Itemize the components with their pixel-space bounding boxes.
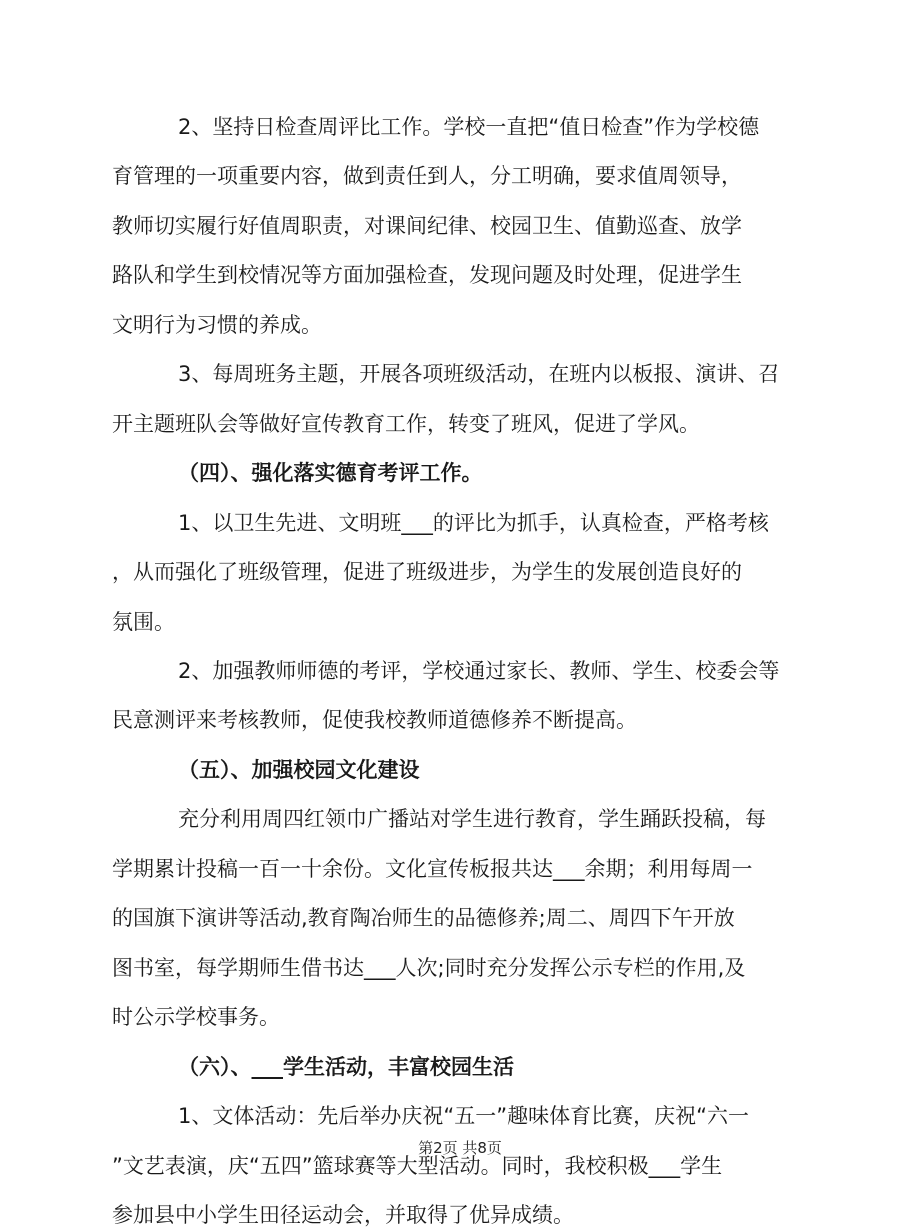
line-17: 的国旗下演讲等活动,教育陶冶师生的品德修养;周二、周四下午开放: [112, 906, 735, 931]
line-11: 氛围。: [112, 609, 175, 634]
line-1: 2、坚持日检查周评比工作。学校一直把“值日检查”作为学校德: [178, 115, 760, 139]
page-footer: 第2页 共8页: [418, 1139, 502, 1157]
section-heading-5: （五）、加强校园文化建设: [178, 757, 420, 782]
line-13: 民意测评来考核教师，促使我校教师道德修养不断提高。: [112, 708, 637, 733]
line-23: 参加县中小学生田径运动会，并取得了优异成绩。: [112, 1202, 574, 1227]
line-6: 3、每周班务主题，开展各项班级活动，在班内以板报、演讲、召: [178, 362, 780, 387]
line-19: 时公示学校事务。: [112, 1005, 280, 1030]
section-heading-4: （四）、强化落实德育考评工作。: [178, 461, 483, 486]
line-12: 2、加强教师师德的考评，学校通过家长、教师、学生、校委会等: [178, 659, 780, 683]
line-18: 图书室，每学期师生借书达___人次;同时充分发挥公示专栏的作用,及: [112, 955, 746, 980]
line-2: 育管理的一项重要内容，做到责任到人，分工明确，要求值周领导，: [112, 164, 742, 189]
line-10: ，从而强化了班级管理，促进了班级进步，为学生的发展创造良好的: [112, 560, 742, 584]
line-5: 文明行为习惯的养成。: [112, 312, 322, 337]
line-3: 教师切实履行好值周职责，对课间纪律、校园卫生、值勤巡查、放学: [112, 213, 742, 238]
line-9: 1、以卫生先进、文明班___的评比为抓手，认真检查，严格考核: [178, 510, 769, 535]
line-4: 路队和学生到校情况等方面加强检查，发现问题及时处理，促进学生: [112, 263, 742, 288]
line-22: ”文艺表演，庆“五四”篮球赛等大型活动。同时，我校积极___学生: [112, 1153, 723, 1178]
line-15: 充分利用周四红领巾广播站对学生进行教育，学生踊跃投稿，每: [178, 807, 766, 832]
line-7: 开主题班队会等做好宣传教育工作，转变了班风，促进了学风。: [112, 411, 700, 436]
line-16: 学期累计投稿一百一十余份。文化宣传板报共达___余期；利用每周一: [112, 856, 753, 881]
line-21: 1、文体活动：先后举办庆祝“五一”趣味体育比赛，庆祝“六一: [178, 1104, 749, 1128]
section-heading-6: （六）、___学生活动，丰富校园生活: [178, 1054, 514, 1079]
